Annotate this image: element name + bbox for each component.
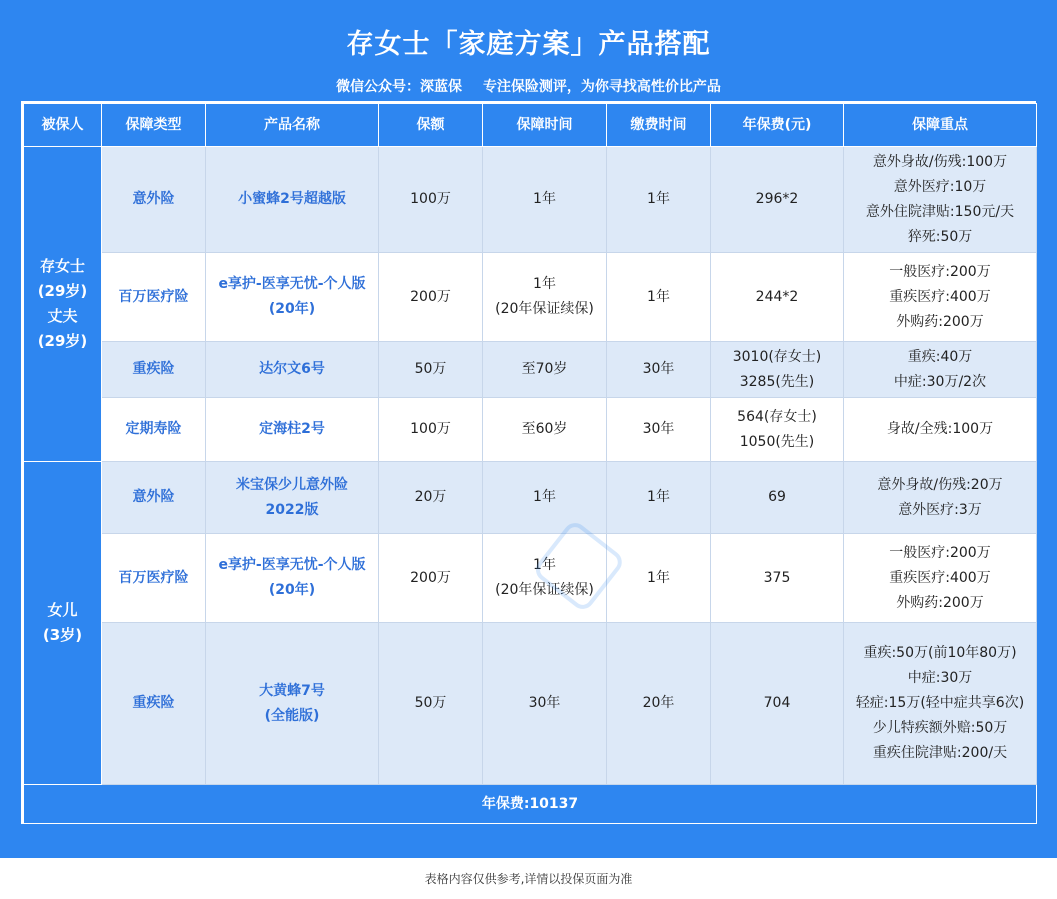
product-name: 米宝保少儿意外险 2022版 [206,462,379,534]
table-header-row [24,104,1037,147]
table-row [24,398,1037,462]
coverage-focus: 重疾:40万 中症:30万/2次 [844,342,1037,398]
coverage-type: 定期寿险 [102,398,206,462]
total-row [24,785,1037,824]
product-name: e享护-医享无忧-个人版 (20年) [206,253,379,342]
coverage-focus: 一般医疗:200万 重疾医疗:400万 外购药:200万 [844,253,1037,342]
amount: 100万 [379,147,483,253]
page-title: 存女士「家庭方案」产品搭配 [346,29,711,60]
coverage-type: 重疾险 [102,623,206,785]
plan-table-container [21,101,1036,824]
coverage-focus: 身故/全残:100万 [844,398,1037,462]
term: 30年 [483,623,607,785]
amount: 200万 [379,534,483,623]
premium: 69 [711,462,844,534]
premium: 3010(存女士) 3285(先生) [711,342,844,398]
term: 1年 [483,147,607,253]
coverage-type: 百万医疗险 [102,534,206,623]
coverage-focus: 一般医疗:200万 重疾医疗:400万 外购药:200万 [844,534,1037,623]
premium: 704 [711,623,844,785]
coverage-type: 意外险 [102,462,206,534]
coverage-type: 百万医疗险 [102,253,206,342]
header-insured: 被保人 [24,104,102,147]
table-row [24,253,1037,342]
subtitle-slogan: 专注保险测评，为你寻找高性价比产品 [482,79,721,95]
insured-couple: 存女士 (29岁) 丈夫 (29岁) [24,147,102,462]
pay-period: 30年 [607,342,711,398]
amount: 20万 [379,462,483,534]
amount: 50万 [379,342,483,398]
term: 1年 [483,462,607,534]
product-name: 大黄蜂7号 (全能版) [206,623,379,785]
header-coverage-type: 保障类型 [102,104,206,147]
product-name: 小蜜蜂2号超越版 [206,147,379,253]
product-name: 达尔文6号 [206,342,379,398]
coverage-type: 意外险 [102,147,206,253]
header-focus: 保障重点 [844,104,1037,147]
footer-disclaimer: 表格内容仅供参考,详情以投保页面为准 [424,872,633,886]
subtitle-account: 微信公众号：深蓝保 [336,79,463,95]
pay-period: 1年 [607,147,711,253]
insured-daughter: 女儿 (3岁) [24,462,102,785]
pay-period: 30年 [607,398,711,462]
table-row [24,342,1037,398]
term: 至70岁 [483,342,607,398]
header-pay-period: 缴费时间 [607,104,711,147]
premium: 564(存女士) 1050(先生) [711,398,844,462]
premium: 244*2 [711,253,844,342]
term: 至60岁 [483,398,607,462]
amount: 200万 [379,253,483,342]
premium: 375 [711,534,844,623]
coverage-type: 重疾险 [102,342,206,398]
total-premium: 年保费:10137 [24,785,1037,824]
table-row [24,534,1037,623]
page-subtitle [0,76,1057,96]
table-row [24,462,1037,534]
header-term: 保障时间 [483,104,607,147]
table-row [24,623,1037,785]
header-premium: 年保费(元) [711,104,844,147]
amount: 50万 [379,623,483,785]
plan-table [23,103,1037,824]
pay-period: 1年 [607,534,711,623]
term: 1年 (20年保证续保) [483,253,607,342]
coverage-focus: 意外身故/伤残:100万 意外医疗:10万 意外住院津贴:150元/天 猝死:50万 [844,147,1037,253]
table-row [24,147,1037,253]
header-product-name: 产品名称 [206,104,379,147]
premium: 296*2 [711,147,844,253]
term: 1年 (20年保证续保) [483,534,607,623]
coverage-focus: 意外身故/伤残:20万 意外医疗:3万 [844,462,1037,534]
header-amount: 保额 [379,104,483,147]
pay-period: 1年 [607,462,711,534]
pay-period: 1年 [607,253,711,342]
product-name: e享护-医享无忧-个人版 (20年) [206,534,379,623]
coverage-focus: 重疾:50万(前10年80万) 中症:30万 轻症:15万(轻中症共享6次) 少儿特疾额外赔:50万 重疾住院津贴:200/天 [844,623,1037,785]
amount: 100万 [379,398,483,462]
product-name: 定海柱2号 [206,398,379,462]
pay-period: 20年 [607,623,711,785]
